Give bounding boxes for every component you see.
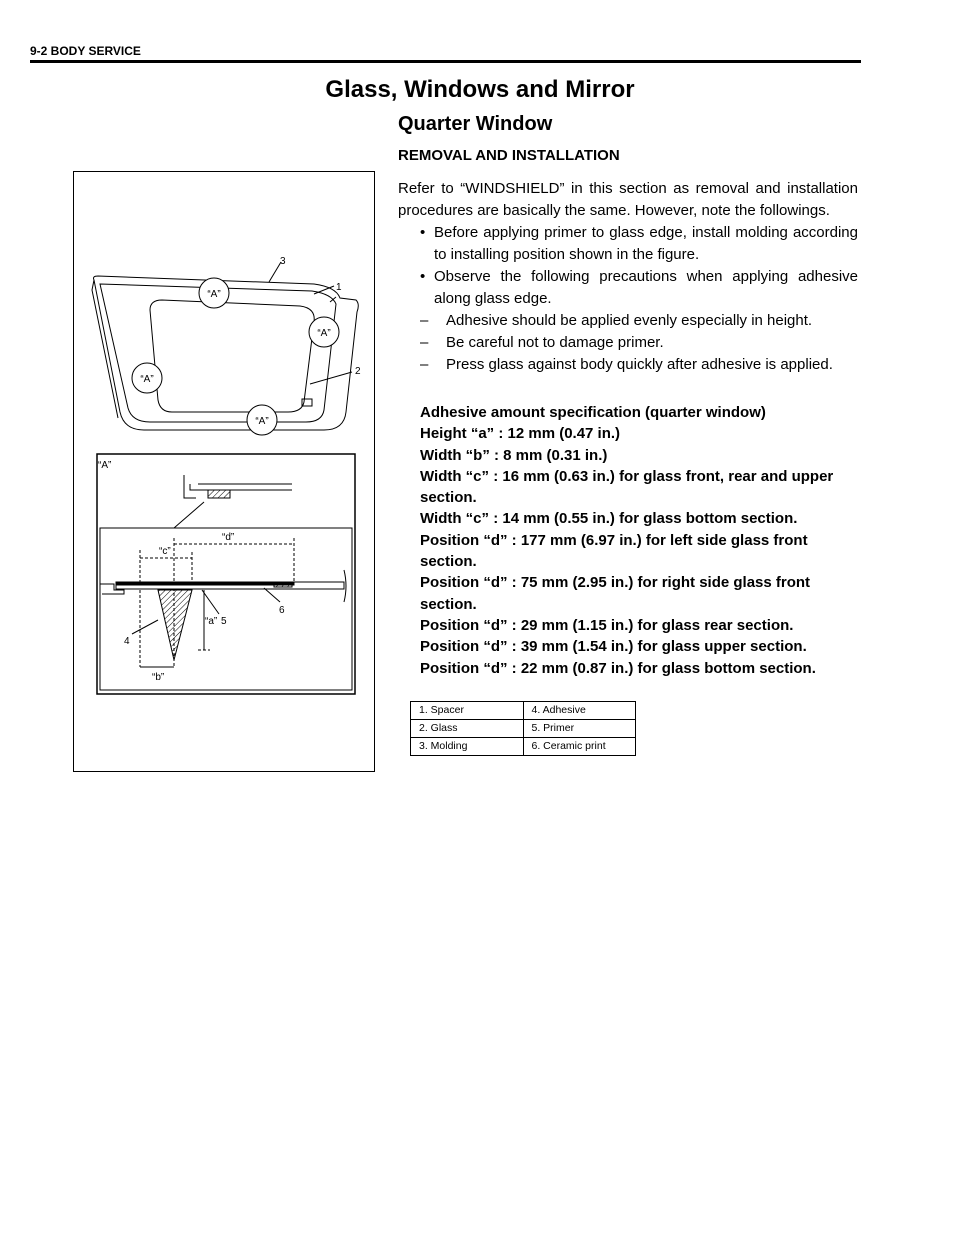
spec-line: Width “c” : 14 mm (0.55 in.) for glass bottom section. <box>420 510 798 528</box>
procedure-text <box>398 178 858 376</box>
label-6: 6 <box>279 605 285 616</box>
dash-text: Adhesive should be applied evenly especially in height. <box>446 312 813 329</box>
bullet-text: Observe the following precautions when applying adhesive along glass edge. <box>434 268 858 307</box>
spec-line: Position “d” : 22 mm (0.87 in.) for glass bottom section. <box>420 659 816 677</box>
adhesive-spec <box>420 402 860 679</box>
dash-item: – Adhesive should be applied evenly especially in height. <box>420 312 813 329</box>
leader-1 <box>314 286 334 294</box>
dash-text: Press glass against body quickly after adhesive is applied. <box>446 356 833 373</box>
subsection-title: REMOVAL AND INSTALLATION <box>398 147 620 164</box>
bullet-item: • Observe the following precautions when applying adhesive along glass edge. <box>420 268 858 307</box>
spec-line: Position “d” : 75 mm (2.95 in.) for right side glass front section. <box>420 574 811 613</box>
legend-cell: 1. Spacer <box>411 702 524 720</box>
legend-cell: 5. Primer <box>523 720 636 738</box>
section-title: Quarter Window <box>398 113 553 135</box>
legend-cell: 4. Adhesive <box>523 702 636 720</box>
callout-a-bottom <box>247 405 277 435</box>
bullet-text: Before applying primer to glass edge, install molding according to installing position shown in the figure. <box>434 224 858 263</box>
dim-b-label: “b” <box>152 672 165 683</box>
parts-legend-table <box>410 701 636 756</box>
legend-cell: 2. Glass <box>411 720 524 738</box>
cross-section-box <box>100 528 352 690</box>
svg-text:“A”: “A” <box>140 374 154 385</box>
svg-text:“A”: “A” <box>207 289 221 300</box>
svg-text:“A”: “A” <box>317 328 331 339</box>
spec-line: Position “d” : 177 mm (6.97 in.) for left side glass front section. <box>420 531 808 571</box>
callout-a-right <box>309 317 339 347</box>
spec-line: Position “d” : 39 mm (1.54 in.) for glass upper section. <box>420 638 807 656</box>
spec-line: Width “c” : 16 mm (0.63 in.) for glass front, rear and upper section. <box>420 467 834 507</box>
legend-cell: 6. Ceramic print <box>523 738 636 756</box>
label-3: 3 <box>280 256 286 267</box>
intro-paragraph: Refer to “WINDSHIELD” in this section as removal and installation procedures are basically the same. However, note the followings. <box>398 180 858 219</box>
table-row <box>411 720 636 738</box>
dim-c-label: “c” <box>159 546 171 557</box>
page-title: Glass, Windows and Mirror <box>325 76 635 103</box>
label-5: 5 <box>221 616 227 627</box>
spec-line: Width “b” : 8 mm (0.31 in.) <box>420 446 608 464</box>
dimension-a-b <box>132 588 280 667</box>
detail-label: “A” <box>98 460 112 471</box>
table-row <box>411 702 636 720</box>
header-label: 9-2 BODY SERVICE <box>30 44 141 58</box>
callout-a-top <box>199 278 229 308</box>
quarter-window-figure <box>73 171 375 772</box>
detail-top-inset <box>174 475 292 528</box>
label-1: 1 <box>336 282 342 293</box>
dim-d-label: “d” <box>222 532 235 543</box>
quarter-window-diagram <box>74 172 376 773</box>
spec-line: Height “a” : 12 mm (0.47 in.) <box>420 425 621 443</box>
dash-item: – Press glass against body quickly after adhesive is applied. <box>420 356 833 373</box>
dim-a-label: “a” <box>205 616 218 627</box>
leader-2 <box>310 372 352 384</box>
label-2: 2 <box>355 366 361 377</box>
dash-text: Be careful not to damage primer. <box>446 334 664 351</box>
callout-a-left <box>132 363 162 393</box>
table-row <box>411 738 636 756</box>
legend-cell: 3. Molding <box>411 738 524 756</box>
bullet-item: • Before applying primer to glass edge, install molding according to installing position shown in the figure. <box>420 224 858 263</box>
svg-text:“A”: “A” <box>255 416 269 427</box>
spec-line: Adhesive amount specification (quarter window) <box>420 404 766 421</box>
label-4: 4 <box>124 636 130 647</box>
header-rule <box>30 60 861 63</box>
dash-item: – Be careful not to damage primer. <box>420 334 664 351</box>
spec-line: Position “d” : 29 mm (1.15 in.) for glass rear section. <box>420 616 794 634</box>
adhesive-bead <box>158 590 192 660</box>
glass-panel <box>100 570 346 602</box>
